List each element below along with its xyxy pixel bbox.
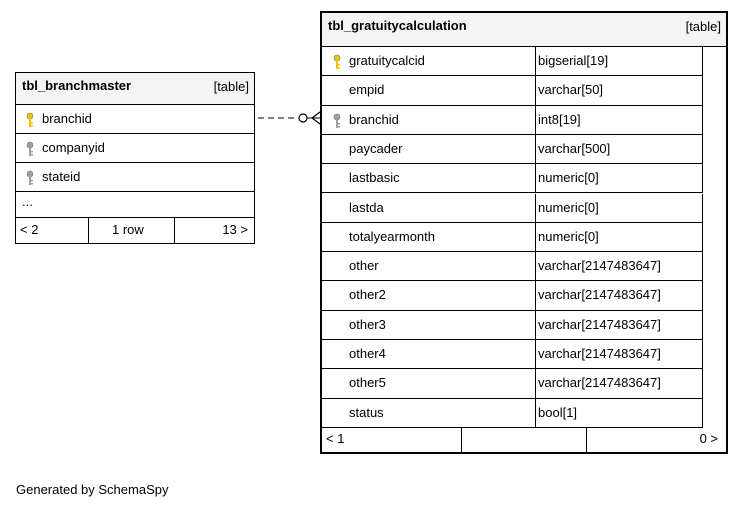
table-header xyxy=(16,73,254,105)
column-name: other4 xyxy=(349,346,386,361)
footer-parents[interactable]: < 2 xyxy=(20,222,39,237)
table-gratuitycalculation[interactable] xyxy=(320,11,728,454)
column-name: status xyxy=(349,404,384,420)
column-row[interactable] xyxy=(322,399,703,428)
column-name: lastbasic xyxy=(349,170,400,186)
column-name: gratuitycalcid xyxy=(349,53,425,68)
column-row[interactable] xyxy=(322,135,703,164)
footer-children[interactable]: 13 > xyxy=(222,222,248,237)
column-name: branchid xyxy=(42,111,92,126)
column-row[interactable] xyxy=(16,134,254,163)
column-name: stateid xyxy=(42,169,81,184)
column-type: int8[19] xyxy=(538,111,581,127)
column-name: empid xyxy=(349,82,385,98)
footer-row-count: 1 row xyxy=(112,222,144,237)
column-name: other2 xyxy=(349,287,386,303)
column-row[interactable] xyxy=(322,194,703,223)
foreign-key-icon xyxy=(333,113,341,129)
column-row[interactable] xyxy=(322,281,703,310)
column-row[interactable] xyxy=(322,164,703,193)
column-name: other xyxy=(349,258,379,274)
column-row[interactable] xyxy=(322,76,703,105)
column-name: branchid xyxy=(349,111,399,127)
column-type: varchar[50] xyxy=(538,82,604,98)
column-row[interactable] xyxy=(322,223,703,252)
column-row[interactable] xyxy=(322,340,703,369)
column-name: companyid xyxy=(42,140,105,155)
ellipsis-row xyxy=(16,192,254,218)
table-branchmaster[interactable] xyxy=(15,72,255,244)
table-kind: [table] xyxy=(685,19,721,34)
column-type: varchar[2147483647] xyxy=(538,287,661,303)
column-row[interactable] xyxy=(322,252,703,281)
column-name: paycader xyxy=(349,140,403,156)
column-type: varchar[2147483647] xyxy=(538,375,661,391)
generated-by-label: Generated by SchemaSpy xyxy=(16,482,169,497)
column-row[interactable] xyxy=(322,311,703,340)
column-row[interactable] xyxy=(322,369,703,398)
table-footer xyxy=(322,427,726,452)
table-footer xyxy=(16,218,254,243)
zero-optional-marker xyxy=(299,114,307,122)
column-name: lastda xyxy=(349,199,384,215)
column-name: other5 xyxy=(349,375,386,391)
column-type: bigserial[19] xyxy=(538,53,609,68)
column-row[interactable] xyxy=(16,163,254,192)
ellipsis: ... xyxy=(22,194,33,209)
footer-children[interactable]: 0 > xyxy=(699,431,718,446)
table-name: tbl_branchmaster xyxy=(22,78,132,93)
footer-parents[interactable]: < 1 xyxy=(326,431,345,446)
column-type: numeric[0] xyxy=(538,170,599,186)
table-header xyxy=(322,13,726,47)
foreign-key-icon xyxy=(26,170,34,186)
table-kind: [table] xyxy=(213,79,249,94)
column-name: totalyearmonth xyxy=(349,228,435,244)
column-type: varchar[2147483647] xyxy=(538,346,661,361)
column-type: varchar[500] xyxy=(538,140,611,156)
foreign-key-icon xyxy=(26,141,34,157)
column-type: varchar[2147483647] xyxy=(538,258,661,274)
column-row[interactable] xyxy=(322,106,703,135)
primary-key-icon xyxy=(333,54,341,70)
primary-key-icon xyxy=(26,112,34,128)
column-name: other3 xyxy=(349,316,386,332)
column-type: varchar[2147483647] xyxy=(538,316,661,332)
column-row[interactable] xyxy=(16,105,254,134)
table-name: tbl_gratuitycalculation xyxy=(328,18,467,33)
column-type: bool[1] xyxy=(538,404,578,420)
column-type: numeric[0] xyxy=(538,228,599,244)
column-type: numeric[0] xyxy=(538,199,599,215)
column-row[interactable] xyxy=(322,47,703,76)
